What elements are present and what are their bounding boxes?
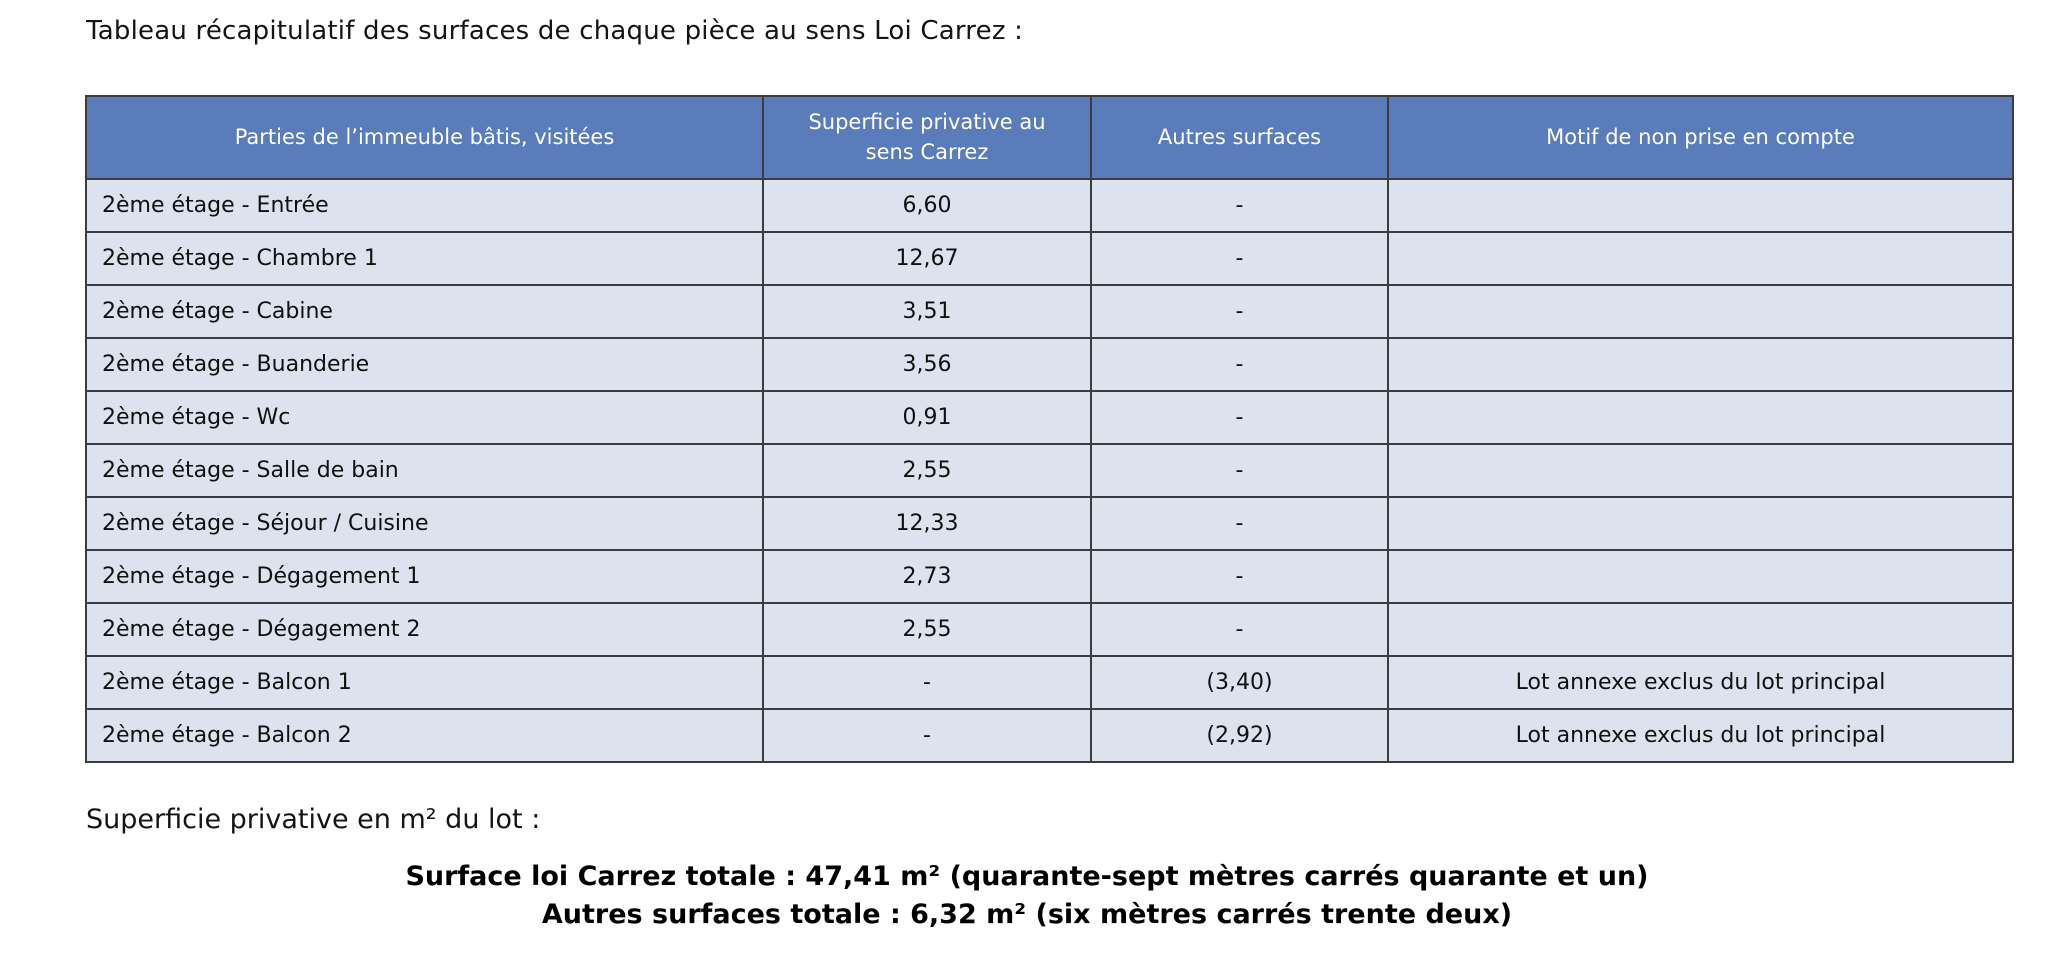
total-autres-line: Autres surfaces totale : 6,32 m² (six mètres carrés trente deux) [541, 899, 1513, 930]
cell-carrez: 3,51 [763, 285, 1091, 338]
superficie-lot-subtitle: Superficie privative en m² du lot : [86, 804, 541, 835]
header-row [86, 96, 2013, 179]
table-row [86, 285, 2013, 338]
column-header-parties: Parties de l’immeuble bâtis, visitées [86, 96, 763, 179]
cell-autres: - [1091, 338, 1388, 391]
cell-autres: - [1091, 497, 1388, 550]
table-row [86, 497, 2013, 550]
carrez-surface-table [85, 95, 2014, 763]
cell-piece: 2ème étage - Salle de bain [86, 444, 763, 497]
table-row [86, 232, 2013, 285]
cell-carrez: 2,73 [763, 550, 1091, 603]
column-header-motif: Motif de non prise en compte [1388, 96, 2013, 179]
page-title: Tableau récapitulatif des surfaces de chaque pièce au sens Loi Carrez : [86, 16, 1024, 46]
total-carrez-line: Surface loi Carrez totale : 47,41 m² (quarante-sept mètres carrés quarante et un) [405, 861, 1649, 892]
cell-carrez: 12,33 [763, 497, 1091, 550]
cell-autres: - [1091, 179, 1388, 232]
column-header-autres: Autres surfaces [1091, 96, 1388, 179]
cell-piece: 2ème étage - Chambre 1 [86, 232, 763, 285]
cell-carrez: 6,60 [763, 179, 1091, 232]
cell-piece: 2ème étage - Dégagement 1 [86, 550, 763, 603]
table-row [86, 709, 2013, 762]
table-body [86, 179, 2013, 762]
cell-piece: 2ème étage - Buanderie [86, 338, 763, 391]
cell-autres: - [1091, 391, 1388, 444]
cell-autres: - [1091, 444, 1388, 497]
cell-motif [1388, 497, 2013, 550]
table-row [86, 338, 2013, 391]
table-header [86, 96, 2013, 179]
cell-carrez: 0,91 [763, 391, 1091, 444]
table-row [86, 444, 2013, 497]
cell-carrez: 3,56 [763, 338, 1091, 391]
cell-autres: (2,92) [1091, 709, 1388, 762]
cell-piece: 2ème étage - Wc [86, 391, 763, 444]
cell-motif [1388, 391, 2013, 444]
totals-block [0, 858, 2054, 934]
cell-carrez: 12,67 [763, 232, 1091, 285]
table-row [86, 550, 2013, 603]
cell-autres: - [1091, 550, 1388, 603]
cell-motif: Lot annexe exclus du lot principal [1388, 656, 2013, 709]
table-row [86, 603, 2013, 656]
table-row [86, 179, 2013, 232]
cell-piece: 2ème étage - Cabine [86, 285, 763, 338]
cell-autres: (3,40) [1091, 656, 1388, 709]
cell-piece: 2ème étage - Séjour / Cuisine [86, 497, 763, 550]
cell-piece: 2ème étage - Entrée [86, 179, 763, 232]
cell-motif [1388, 603, 2013, 656]
cell-motif [1388, 179, 2013, 232]
table-row [86, 391, 2013, 444]
column-header-superficie: Superficie privative au sens Carrez [763, 96, 1091, 179]
cell-motif: Lot annexe exclus du lot principal [1388, 709, 2013, 762]
cell-carrez: - [763, 709, 1091, 762]
table-row [86, 656, 2013, 709]
cell-motif [1388, 444, 2013, 497]
cell-carrez: 2,55 [763, 603, 1091, 656]
cell-carrez: - [763, 656, 1091, 709]
cell-piece: 2ème étage - Dégagement 2 [86, 603, 763, 656]
cell-autres: - [1091, 285, 1388, 338]
cell-motif [1388, 285, 2013, 338]
cell-motif [1388, 338, 2013, 391]
cell-piece: 2ème étage - Balcon 1 [86, 656, 763, 709]
cell-carrez: 2,55 [763, 444, 1091, 497]
cell-motif [1388, 550, 2013, 603]
cell-piece: 2ème étage - Balcon 2 [86, 709, 763, 762]
cell-autres: - [1091, 232, 1388, 285]
cell-autres: - [1091, 603, 1388, 656]
cell-motif [1388, 232, 2013, 285]
